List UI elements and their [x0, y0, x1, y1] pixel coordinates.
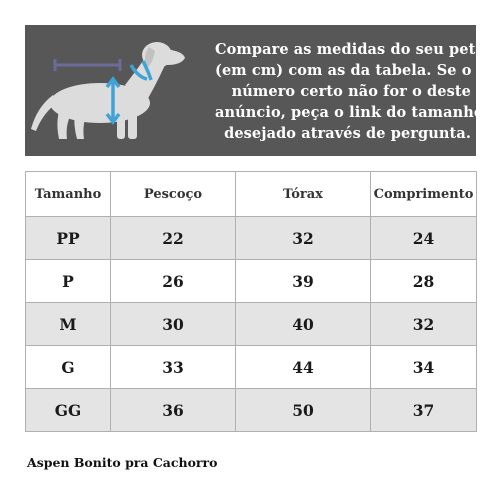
banner-line: anúncio, peça o link do tamanho	[215, 104, 484, 121]
cell-neck: 33	[111, 346, 236, 389]
header-torax: Tórax	[236, 172, 371, 217]
cell-size: GG	[26, 389, 111, 432]
size-table	[25, 171, 477, 432]
cell-neck: 22	[111, 217, 236, 260]
banner-line: número certo não for o deste	[231, 83, 471, 100]
info-banner	[25, 25, 484, 156]
header-tamanho: Tamanho	[26, 172, 111, 217]
table-row	[26, 217, 477, 260]
cell-length: 28	[371, 260, 477, 303]
table-header-row	[26, 172, 477, 217]
cell-length: 34	[371, 346, 477, 389]
cell-neck: 30	[111, 303, 236, 346]
cell-size: PP	[26, 217, 111, 260]
cell-neck: 26	[111, 260, 236, 303]
cell-chest: 32	[236, 217, 371, 260]
banner-line: (em cm) com as da tabela. Se o	[215, 62, 472, 79]
header-pescoco: Pescoço	[111, 172, 236, 217]
cell-chest: 39	[236, 260, 371, 303]
banner-text	[215, 39, 484, 144]
header-comprimento: Comprimento	[371, 172, 477, 217]
cell-length: 37	[371, 389, 477, 432]
cell-chest: 44	[236, 346, 371, 389]
table-row	[26, 346, 477, 389]
dog-measurement-icon	[25, 25, 215, 156]
cell-chest: 50	[236, 389, 371, 432]
cell-length: 24	[371, 217, 477, 260]
banner-line: Compare as medidas do seu pet	[215, 41, 476, 58]
cell-length: 32	[371, 303, 477, 346]
caption: Aspen Bonito pra Cachorro	[27, 455, 218, 470]
table-row	[26, 260, 477, 303]
table-row	[26, 303, 477, 346]
cell-size: G	[26, 346, 111, 389]
cell-size: M	[26, 303, 111, 346]
table-row	[26, 389, 477, 432]
cell-neck: 36	[111, 389, 236, 432]
banner-line: desejado através de pergunta.	[224, 125, 471, 142]
cell-size: P	[26, 260, 111, 303]
cell-chest: 40	[236, 303, 371, 346]
